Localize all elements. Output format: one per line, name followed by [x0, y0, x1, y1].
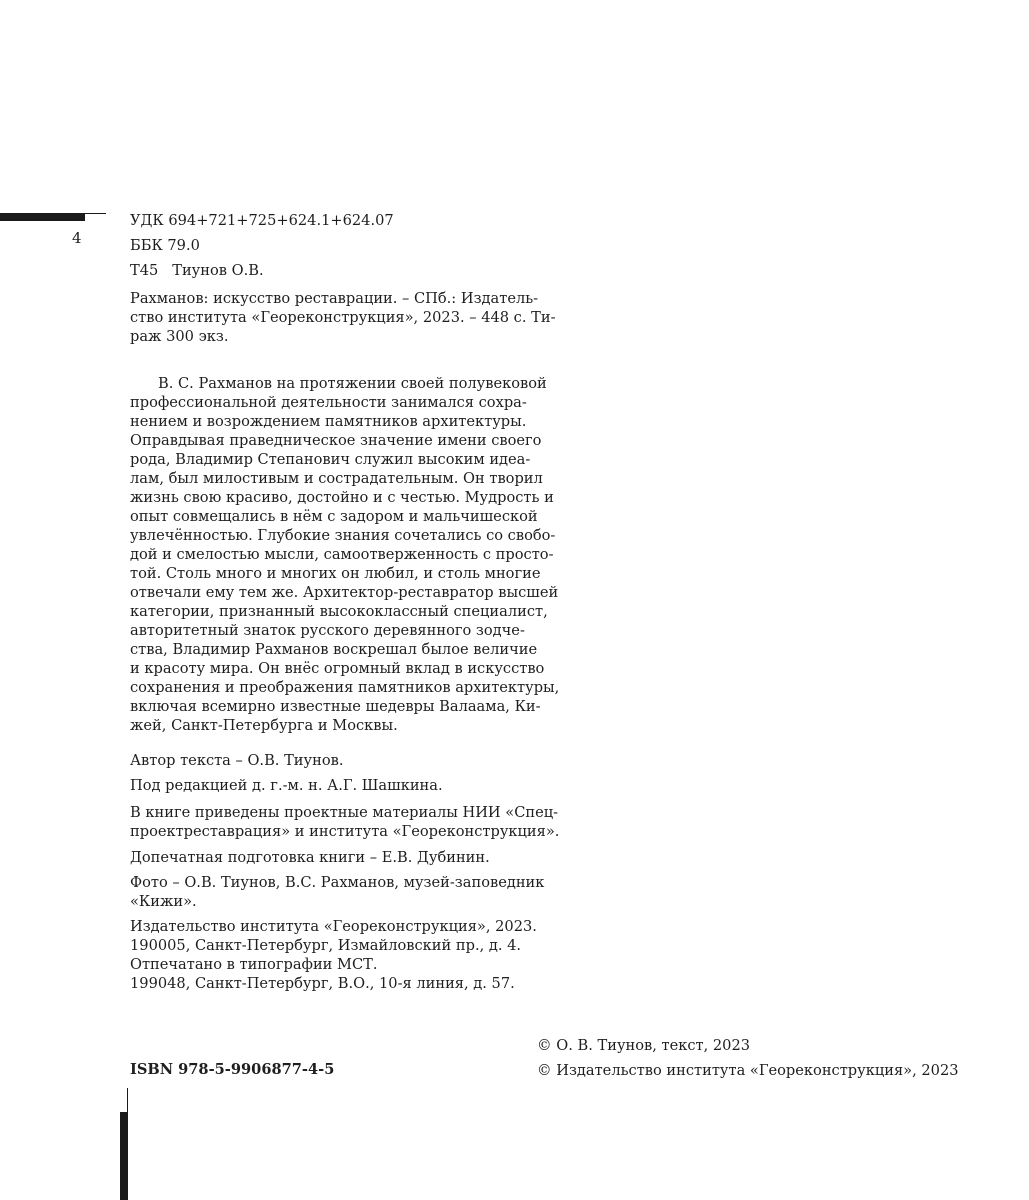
bbk-code: ББК 79.0 — [130, 237, 200, 254]
abstract-line: нением и возрождением памятников архитектуры. — [130, 413, 527, 430]
top-margin-rule-thin — [85, 213, 106, 214]
credit-photo — [130, 873, 545, 911]
abstract-line: опыт совмещались в нём с задором и мальчишеской — [130, 508, 538, 525]
abstract-line: В. С. Рахманов на протяжении своей полувековой — [158, 375, 547, 392]
abstract-line: и красоту мира. Он внёс огромный вклад в искусство — [130, 660, 545, 677]
abstract-line: профессиональной деятельности занимался сохра- — [130, 394, 527, 411]
credit-editor: Под редакцией д. г.-м. н. А.Г. Шашкина. — [130, 777, 443, 794]
abstract-line: отвечали ему тем же. Архитектор-реставратор высшей — [130, 584, 559, 601]
author-index: Т45 Тиунов О.В. — [130, 262, 264, 279]
udk-code: УДК 694+721+725+624.1+624.07 — [130, 212, 394, 229]
abstract-line: Оправдывая праведническое значение имени своего — [130, 432, 542, 449]
abstract-line: включая всемирно известные шедевры Валаама, Ки- — [130, 698, 541, 715]
abstract-line: дой и смелостью мысли, самоотверженность с просто- — [130, 546, 554, 563]
abstract-line: жизнь свою красиво, достойно и с честью. Мудрость и — [130, 489, 554, 506]
bibliographic-title — [130, 289, 556, 346]
abstract-line: ства, Владимир Рахманов воскрешал былое величие — [130, 641, 538, 658]
copyright-publisher: © Издательство института «Геореконструкция», 2023 — [537, 1062, 959, 1079]
title-line: ство института «Геореконструкция», 2023. – 448 с. Ти- — [130, 309, 556, 326]
abstract-line: рода, Владимир Степанович служил высоким идеа- — [130, 451, 531, 468]
abstract-line: лам, был милостивым и сострадательным. Он творил — [130, 470, 543, 487]
photo-line: Фото – О.В. Тиунов, В.С. Рахманов, музей-заповедник — [130, 874, 545, 891]
publisher-line: Издательство института «Геореконструкция», 2023. — [130, 918, 537, 935]
title-line: раж 300 экз. — [130, 328, 229, 345]
publisher-line: 199048, Санкт-Петербург, В.О., 10-я линия, д. 57. — [130, 975, 515, 992]
top-margin-rule — [0, 213, 85, 221]
publisher-line: Отпечатано в типографии МСТ. — [130, 956, 378, 973]
credit-materials — [130, 803, 560, 841]
page-number: 4 — [72, 229, 82, 247]
title-line: Рахманов: искусство реставрации. – СПб.: Издатель- — [130, 290, 539, 307]
materials-line: В книге приведены проектные материалы НИИ «Спец- — [130, 804, 559, 821]
isbn: ISBN 978-5-9906877-4-5 — [130, 1061, 335, 1078]
bottom-margin-rule — [120, 1112, 128, 1200]
publisher-info — [130, 917, 537, 993]
materials-line: проектреставрация» и института «Геореконструкция». — [130, 823, 560, 840]
abstract-line: сохранения и преображения памятников архитектуры, — [130, 679, 560, 696]
credit-prepress: Допечатная подготовка книги – Е.В. Дубинин. — [130, 849, 490, 866]
abstract — [130, 374, 560, 735]
bottom-margin-rule-thin — [127, 1088, 128, 1112]
abstract-line: категории, признанный высококлассный специалист, — [130, 603, 548, 620]
photo-line: «Кижи». — [130, 893, 197, 910]
abstract-line: той. Столь много и многих он любил, и столь многие — [130, 565, 541, 582]
abstract-line: жей, Санкт-Петербурга и Москвы. — [130, 717, 398, 734]
credit-author: Автор текста – О.В. Тиунов. — [130, 752, 344, 769]
copyright-text: © О. В. Тиунов, текст, 2023 — [537, 1037, 751, 1054]
publisher-line: 190005, Санкт-Петербург, Измайловский пр., д. 4. — [130, 937, 522, 954]
abstract-line: увлечённостью. Глубокие знания сочетались со свобо- — [130, 527, 556, 544]
abstract-line: авторитетный знаток русского деревянного зодче- — [130, 622, 525, 639]
